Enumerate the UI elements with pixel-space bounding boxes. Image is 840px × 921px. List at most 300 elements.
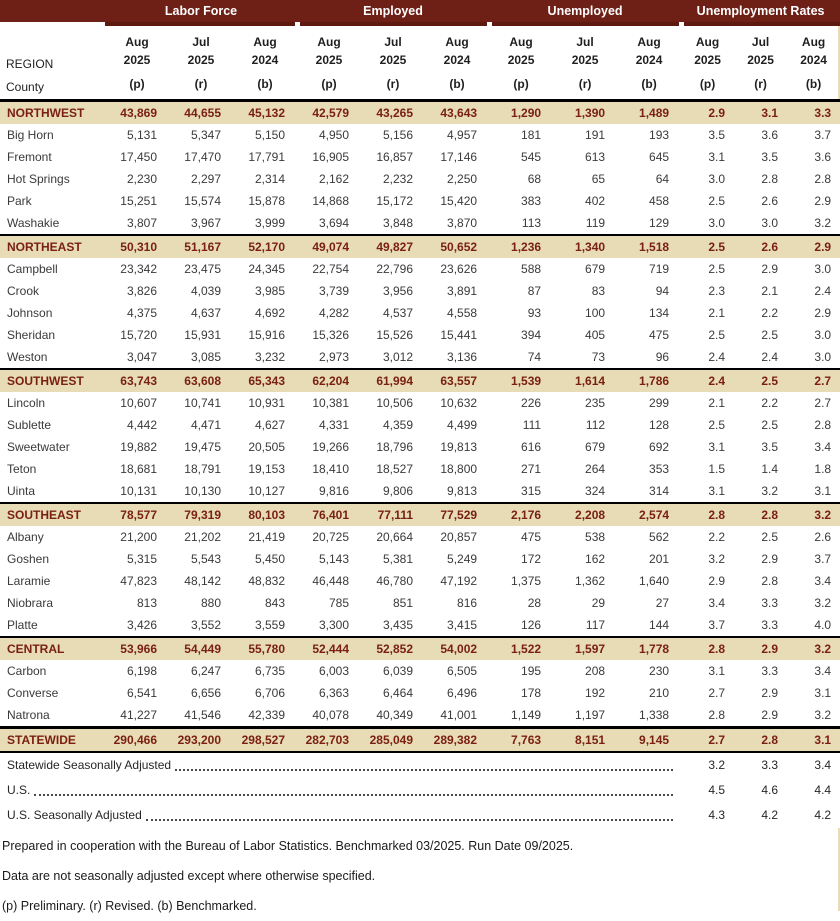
cell: 45,132 (233, 100, 297, 124)
cell: 3.2 (787, 503, 840, 526)
cell: 20,664 (361, 526, 425, 548)
cell: 61,994 (361, 369, 425, 392)
cell: 4.4 (787, 778, 840, 803)
adjusted-row-label: U.S. Seasonally Adjusted (7, 807, 142, 822)
cell: 3.5 (734, 146, 787, 168)
cell: 20,725 (297, 526, 361, 548)
cell: 2.2 (734, 392, 787, 414)
cell: 298,527 (233, 727, 297, 752)
cell: 6,706 (233, 682, 297, 704)
region-header-label: REGION (6, 57, 54, 71)
cell: 402 (553, 190, 617, 212)
cell: 10,381 (297, 392, 361, 414)
cell: 4.2 (734, 803, 787, 828)
group-header-row (0, 0, 840, 22)
cell: 6,363 (297, 682, 361, 704)
cell: 9,145 (617, 727, 681, 752)
cell: 9,813 (425, 480, 489, 503)
cell: 9,816 (297, 480, 361, 503)
cell: 679 (553, 258, 617, 280)
cell: 15,326 (297, 324, 361, 346)
cell: 2.9 (734, 704, 787, 728)
cell: 29 (553, 592, 617, 614)
cell: 1.8 (787, 458, 840, 480)
cell: 1,522 (489, 637, 553, 660)
cell: 4,471 (169, 414, 233, 436)
adjusted-row-label: U.S. (7, 782, 31, 797)
cell: 880 (169, 592, 233, 614)
cell: 3.3 (734, 592, 787, 614)
county-row-albany (0, 526, 840, 548)
cell: 616 (489, 436, 553, 458)
cell: 588 (489, 258, 553, 280)
cell: 2.4 (787, 280, 840, 302)
row-label: Weston (0, 346, 105, 369)
cell: 15,931 (169, 324, 233, 346)
dot-leader (175, 769, 673, 771)
cell: 2.1 (681, 392, 734, 414)
county-row-park (0, 190, 840, 212)
cell: 3,807 (105, 212, 169, 235)
adjusted-row-statewide-seasonally-adjusted (0, 752, 840, 778)
cell: 2.6 (734, 235, 787, 258)
cell: 77,111 (361, 503, 425, 526)
column-header-jul-2025-unemployed: Jul 2025 (r) (553, 26, 617, 100)
cell: 3,435 (361, 614, 425, 637)
cell: 2,230 (105, 168, 169, 190)
cell: 10,131 (105, 480, 169, 503)
cell: 100 (553, 302, 617, 324)
cell: 3,136 (425, 346, 489, 369)
cell: 112 (553, 414, 617, 436)
cell: 315 (489, 480, 553, 503)
cell: 2.8 (681, 503, 734, 526)
cell: 41,227 (105, 704, 169, 728)
cell: 87 (489, 280, 553, 302)
row-label: Natrona (0, 704, 105, 728)
county-row-crook (0, 280, 840, 302)
row-label: Laramie (0, 570, 105, 592)
row-label: Teton (0, 458, 105, 480)
cell: 3.7 (787, 124, 840, 146)
cell: 23,475 (169, 258, 233, 280)
cell: 3.4 (787, 752, 840, 778)
county-row-converse (0, 682, 840, 704)
cell: 48,142 (169, 570, 233, 592)
cell: 7,763 (489, 727, 553, 752)
cell: 10,130 (169, 480, 233, 503)
cell: 613 (553, 146, 617, 168)
column-header-jul-2025-labor-force: Jul 2025 (r) (169, 26, 233, 100)
cell: 76,401 (297, 503, 361, 526)
cell: 3,552 (169, 614, 233, 637)
region-row-southeast (0, 503, 840, 526)
county-row-hot-springs (0, 168, 840, 190)
row-label: Platte (0, 614, 105, 637)
cell: 1,197 (553, 704, 617, 728)
county-row-big-horn (0, 124, 840, 146)
cell: 19,153 (233, 458, 297, 480)
cell: 2,162 (297, 168, 361, 190)
cell: 3,415 (425, 614, 489, 637)
cell: 314 (617, 480, 681, 503)
cell: 3,426 (105, 614, 169, 637)
cell: 17,146 (425, 146, 489, 168)
cell: 4,537 (361, 302, 425, 324)
cell: 2.2 (734, 302, 787, 324)
cell: 117 (553, 614, 617, 637)
cell: 19,266 (297, 436, 361, 458)
cell: 15,441 (425, 324, 489, 346)
cell: 53,966 (105, 637, 169, 660)
cell: 1,362 (553, 570, 617, 592)
cell: 10,741 (169, 392, 233, 414)
cell: 3.5 (681, 124, 734, 146)
cell: 28 (489, 592, 553, 614)
cell: 235 (553, 392, 617, 414)
cell: 813 (105, 592, 169, 614)
cell: 2.9 (787, 190, 840, 212)
cell: 3,047 (105, 346, 169, 369)
cell: 191 (553, 124, 617, 146)
cell: 17,470 (169, 146, 233, 168)
cell: 1,597 (553, 637, 617, 660)
cell: 119 (553, 212, 617, 235)
cell: 6,247 (169, 660, 233, 682)
cell: 6,003 (297, 660, 361, 682)
cell: 172 (489, 548, 553, 570)
cell: 458 (617, 190, 681, 212)
cell: 54,002 (425, 637, 489, 660)
cell: 3.2 (681, 548, 734, 570)
cell: 1,640 (617, 570, 681, 592)
row-label: Sweetwater (0, 436, 105, 458)
cell: 10,607 (105, 392, 169, 414)
cell: 1,236 (489, 235, 553, 258)
cell: 3.1 (734, 100, 787, 124)
cell: 3.3 (734, 614, 787, 637)
cell: 2.5 (681, 324, 734, 346)
row-label: Campbell (0, 258, 105, 280)
cell: 162 (553, 548, 617, 570)
cell: 1.5 (681, 458, 734, 480)
row-label: CENTRAL (0, 637, 105, 660)
cell: 3.6 (787, 146, 840, 168)
row-label: Uinta (0, 480, 105, 503)
cell: 3,085 (169, 346, 233, 369)
row-label: Johnson (0, 302, 105, 324)
cell: 4,637 (169, 302, 233, 324)
cell: 3.1 (681, 436, 734, 458)
cell: 65,343 (233, 369, 297, 392)
cell: 3,739 (297, 280, 361, 302)
cell: 2.7 (681, 682, 734, 704)
row-label: Big Horn (0, 124, 105, 146)
cell: 210 (617, 682, 681, 704)
cell: 5,249 (425, 548, 489, 570)
cell: 4,499 (425, 414, 489, 436)
cell: 49,074 (297, 235, 361, 258)
cell: 4,692 (233, 302, 297, 324)
cell: 394 (489, 324, 553, 346)
cell: 2.7 (787, 392, 840, 414)
cell: 23,626 (425, 258, 489, 280)
row-label: Carbon (0, 660, 105, 682)
cell: 94 (617, 280, 681, 302)
county-row-natrona (0, 704, 840, 728)
cell: 5,381 (361, 548, 425, 570)
cell: 40,078 (297, 704, 361, 728)
cell: 2.2 (681, 526, 734, 548)
cell: 9,806 (361, 480, 425, 503)
cell: 4.5 (681, 778, 734, 803)
cell: 2.8 (787, 168, 840, 190)
cell: 73 (553, 346, 617, 369)
adjusted-row-u-s-seasonally-adjusted (0, 803, 840, 828)
row-label: Lincoln (0, 392, 105, 414)
cell: 719 (617, 258, 681, 280)
cell: 2,232 (361, 168, 425, 190)
cell: 54,449 (169, 637, 233, 660)
cell: 23,342 (105, 258, 169, 280)
cell: 15,526 (361, 324, 425, 346)
group-header-unemployed: Unemployed (489, 0, 681, 22)
cell: 3.7 (681, 614, 734, 637)
cell: 383 (489, 190, 553, 212)
region-row-southwest (0, 369, 840, 392)
cell: 3.4 (681, 592, 734, 614)
cell: 3,999 (233, 212, 297, 235)
cell: 3.7 (787, 548, 840, 570)
cell: 2.8 (681, 704, 734, 728)
cell: 111 (489, 414, 553, 436)
cell: 43,265 (361, 100, 425, 124)
cell: 42,339 (233, 704, 297, 728)
cell: 843 (233, 592, 297, 614)
cell: 2.5 (681, 258, 734, 280)
cell: 5,315 (105, 548, 169, 570)
cell: 226 (489, 392, 553, 414)
cell: 2.8 (681, 637, 734, 660)
cell: 43,869 (105, 100, 169, 124)
cell: 4,282 (297, 302, 361, 324)
cell: 6,464 (361, 682, 425, 704)
cell: 4,950 (297, 124, 361, 146)
cell: 192 (553, 682, 617, 704)
county-row-sublette (0, 414, 840, 436)
column-header-aug-2025-employed: Aug 2025 (p) (297, 26, 361, 100)
row-label (0, 803, 681, 828)
column-header-jul-2025-employed: Jul 2025 (r) (361, 26, 425, 100)
note-flag-definitions: (p) Preliminary. (r) Revised. (b) Benchmarked. (2, 898, 257, 913)
cell: 41,001 (425, 704, 489, 728)
cell: 68 (489, 168, 553, 190)
cell: 19,813 (425, 436, 489, 458)
dot-leader (34, 794, 673, 796)
cell: 2.1 (681, 302, 734, 324)
cell: 1,290 (489, 100, 553, 124)
cell: 24,345 (233, 258, 297, 280)
cell: 271 (489, 458, 553, 480)
county-row-carbon (0, 660, 840, 682)
cell: 2.9 (734, 682, 787, 704)
cell: 2.9 (734, 258, 787, 280)
cell: 22,754 (297, 258, 361, 280)
county-row-johnson (0, 302, 840, 324)
row-label: Washakie (0, 212, 105, 235)
group-header-labor-force: Labor Force (105, 0, 297, 22)
cell: 4,359 (361, 414, 425, 436)
row-label (0, 778, 681, 803)
cell: 74 (489, 346, 553, 369)
column-header-aug-2024-unemployed: Aug 2024 (b) (617, 26, 681, 100)
county-row-washakie (0, 212, 840, 235)
cell: 1.4 (734, 458, 787, 480)
cell: 1,375 (489, 570, 553, 592)
cell: 3.2 (681, 752, 734, 778)
cell: 2.1 (734, 280, 787, 302)
cell: 282,703 (297, 727, 361, 752)
cell: 1,149 (489, 704, 553, 728)
cell: 77,529 (425, 503, 489, 526)
cell: 2.9 (681, 570, 734, 592)
cell: 5,450 (233, 548, 297, 570)
cell: 3,985 (233, 280, 297, 302)
row-label: Converse (0, 682, 105, 704)
cell: 3.0 (681, 168, 734, 190)
cell: 83 (553, 280, 617, 302)
cell: 4.3 (681, 803, 734, 828)
column-header-aug-2024-unemployment-rates: Aug 2024 (b) (787, 26, 840, 100)
cell: 2,176 (489, 503, 553, 526)
region-county-header (0, 26, 105, 100)
cell: 47,192 (425, 570, 489, 592)
cell: 2,208 (553, 503, 617, 526)
cell: 3.1 (681, 480, 734, 503)
cell: 3.0 (734, 212, 787, 235)
column-header-aug-2025-unemployed: Aug 2025 (p) (489, 26, 553, 100)
cell: 64 (617, 168, 681, 190)
row-label: Sheridan (0, 324, 105, 346)
cell: 2.5 (734, 414, 787, 436)
cell: 50,310 (105, 235, 169, 258)
cell: 48,832 (233, 570, 297, 592)
cell: 201 (617, 548, 681, 570)
cell: 2.9 (734, 637, 787, 660)
row-label (0, 752, 681, 778)
row-label: NORTHWEST (0, 100, 105, 124)
county-row-sweetwater (0, 436, 840, 458)
row-label: Sublette (0, 414, 105, 436)
cell: 5,131 (105, 124, 169, 146)
cell: 475 (489, 526, 553, 548)
cell: 128 (617, 414, 681, 436)
cell: 19,882 (105, 436, 169, 458)
cell: 4,039 (169, 280, 233, 302)
cell: 2.5 (681, 414, 734, 436)
cell: 49,827 (361, 235, 425, 258)
row-label: Albany (0, 526, 105, 548)
cell: 52,444 (297, 637, 361, 660)
county-header-label: County (6, 80, 45, 94)
cell: 3.4 (787, 570, 840, 592)
county-row-niobrara (0, 592, 840, 614)
column-header-row (0, 26, 840, 100)
cell: 6,198 (105, 660, 169, 682)
cell: 3,848 (361, 212, 425, 235)
cell: 52,170 (233, 235, 297, 258)
row-label: Crook (0, 280, 105, 302)
cell: 2.5 (734, 324, 787, 346)
cell: 79,319 (169, 503, 233, 526)
cell: 538 (553, 526, 617, 548)
cell: 19,475 (169, 436, 233, 458)
cell: 3.4 (787, 436, 840, 458)
cell: 3,012 (361, 346, 425, 369)
county-row-fremont (0, 146, 840, 168)
cell: 6,541 (105, 682, 169, 704)
cell: 10,127 (233, 480, 297, 503)
cell: 4,957 (425, 124, 489, 146)
cell: 545 (489, 146, 553, 168)
cell: 15,420 (425, 190, 489, 212)
cell: 3,694 (297, 212, 361, 235)
cell: 1,778 (617, 637, 681, 660)
row-label: STATEWIDE (0, 727, 105, 752)
dot-leader (146, 819, 673, 821)
cell: 816 (425, 592, 489, 614)
cell: 3.1 (681, 660, 734, 682)
cell: 65 (553, 168, 617, 190)
cell: 20,857 (425, 526, 489, 548)
cell: 3.2 (787, 212, 840, 235)
cell: 3,967 (169, 212, 233, 235)
cell: 8,151 (553, 727, 617, 752)
cell: 3.0 (787, 258, 840, 280)
cell: 46,448 (297, 570, 361, 592)
cell: 1,338 (617, 704, 681, 728)
group-header-corner (0, 0, 105, 22)
cell: 3.1 (787, 727, 840, 752)
cell: 2.4 (734, 346, 787, 369)
county-row-laramie (0, 570, 840, 592)
cell: 3.3 (734, 752, 787, 778)
cell: 785 (297, 592, 361, 614)
cell: 3.2 (734, 480, 787, 503)
cell: 40,349 (361, 704, 425, 728)
cell: 42,579 (297, 100, 361, 124)
cell: 5,150 (233, 124, 297, 146)
cell: 2.4 (681, 346, 734, 369)
cell: 2,314 (233, 168, 297, 190)
cell: 3.2 (787, 637, 840, 660)
region-row-northeast (0, 235, 840, 258)
cell: 93 (489, 302, 553, 324)
cell: 47,823 (105, 570, 169, 592)
column-header-aug-2024-labor-force: Aug 2024 (b) (233, 26, 297, 100)
statewide-row (0, 727, 840, 752)
cell: 2.7 (681, 727, 734, 752)
cell: 289,382 (425, 727, 489, 752)
cell: 4,627 (233, 414, 297, 436)
cell: 17,791 (233, 146, 297, 168)
cell: 55,780 (233, 637, 297, 660)
cell: 51,167 (169, 235, 233, 258)
column-header-aug-2025-labor-force: Aug 2025 (p) (105, 26, 169, 100)
cell: 4,558 (425, 302, 489, 324)
cell: 62,204 (297, 369, 361, 392)
cell: 10,506 (361, 392, 425, 414)
